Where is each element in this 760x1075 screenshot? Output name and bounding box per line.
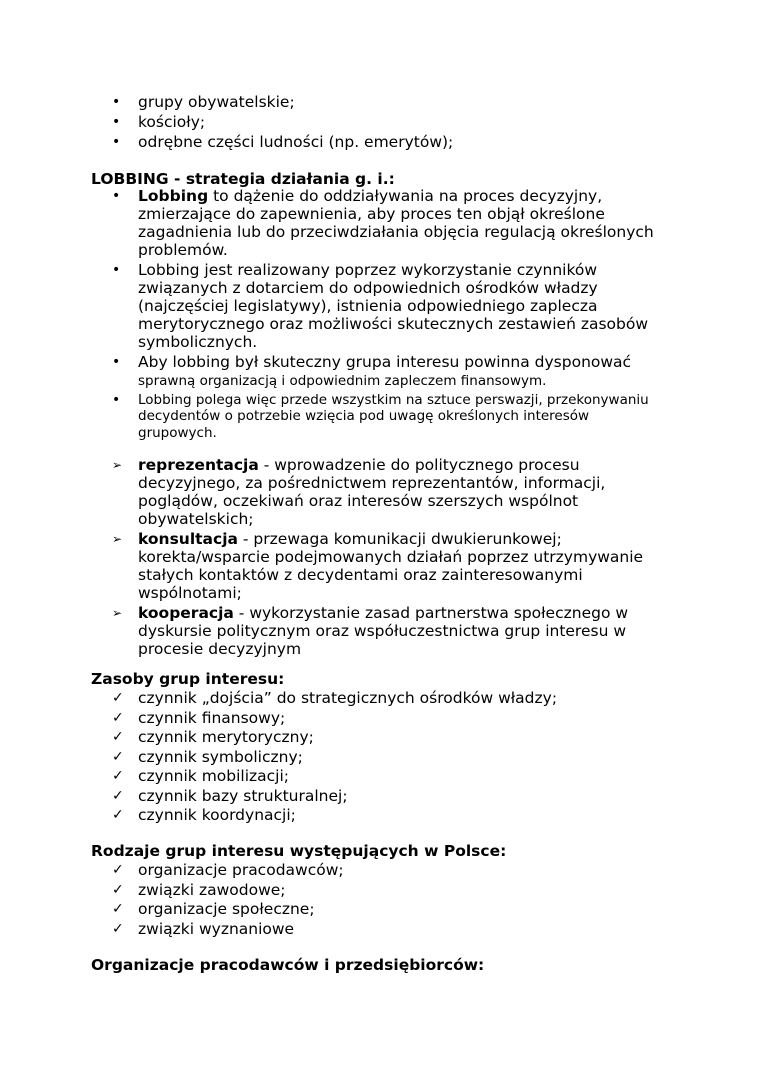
list-item: ➢ reprezentacja - wprowadzenie do politycznego procesu decyzyjnego, za pośrednictwem reprezentantów, informacji, poglądów, oczekiwań oraz interesów szerszych wspólnot obywatelskich; — [112, 456, 606, 528]
checkmark-icon: ✓ — [112, 881, 124, 898]
bullet-icon: • — [112, 262, 121, 278]
list-item: ➢ kooperacja - wykorzystanie zasad partnerstwa społecznego w dyskursie politycznym oraz współuczestnictwa grup interesu w procesie decyzyjnym — [112, 604, 629, 658]
checkmark-icon: ✓ — [112, 748, 124, 765]
list-item: • odrębne części ludności (np. emerytów); — [112, 133, 454, 151]
lobbing-heading: LOBBING - strategia działania g. i.: — [91, 170, 395, 188]
checkmark-icon: ✓ — [112, 768, 124, 784]
checkmark-icon: ✓ — [112, 862, 124, 878]
types-heading: Rodzaje grup interesu występujących w Polsce: — [91, 842, 507, 860]
checkmark-icon: ✓ — [112, 729, 124, 745]
list-item: • grupy obywatelskie; — [112, 93, 295, 111]
list-item: • Lobbing to dążenie do oddziaływania na proces decyzyjny, zmierzające do zapewnienia, aby proces ten objął określone zagadnienia lub do przeciwdziałania objęcia regulacją określonych problemów. — [112, 187, 654, 259]
bullet-icon: • — [112, 94, 121, 110]
list-item: ✓ organizacje pracodawców; — [112, 861, 344, 879]
arrow-bullet-icon: ➢ — [112, 606, 123, 620]
list-item: ✓ czynnik mobilizacji; — [112, 767, 290, 785]
resources-heading: Zasoby grup interesu: — [91, 670, 285, 688]
checkmark-icon: ✓ — [112, 807, 124, 823]
list-item: ✓ czynnik symboliczny; — [112, 747, 303, 766]
top-bullet-list — [0, 93, 760, 151]
list-item: ✓ związki wyznaniowe — [112, 919, 295, 938]
bullet-icon: • — [112, 134, 121, 150]
checkmark-icon: ✓ — [112, 901, 124, 917]
forms-list — [0, 456, 760, 658]
arrow-bullet-icon: ➢ — [112, 532, 123, 546]
bullet-icon: • — [112, 391, 121, 408]
list-item: ✓ czynnik finansowy; — [112, 708, 286, 727]
arrow-bullet-icon: ➢ — [112, 458, 123, 472]
checkmark-icon: ✓ — [112, 690, 124, 706]
list-item: ✓ czynnik koordynacji; — [112, 806, 296, 824]
checkmark-icon: ✓ — [112, 787, 124, 804]
bullet-icon: • — [112, 114, 121, 130]
lobbing-list — [0, 187, 760, 441]
list-item: • Aby lobbing był skuteczny grupa interesu powinna dysponować sprawną organizacją i odpowiednim zapleczem finansowym. — [112, 353, 632, 389]
bullet-icon: • — [112, 354, 121, 370]
bullet-icon: • — [112, 188, 121, 204]
list-item: • kościoły; — [112, 113, 206, 131]
list-item: ✓ czynnik merytoryczny; — [112, 728, 314, 746]
checkmark-icon: ✓ — [112, 709, 124, 726]
list-item: ✓ czynnik „dojścia” do strategicznych ośrodków władzy; — [112, 689, 558, 707]
list-item: ➢ konsultacja - przewaga komunikacji dwukierunkowej; korekta/wsparcie podejmowanych działań poprzez utrzymywanie stałych kontaktów z decydentami oraz zainteresowanymi wspólnotami; — [112, 530, 644, 602]
list-item: ✓ organizacje społeczne; — [112, 900, 315, 918]
list-item: • Lobbing polega więc przede wszystkim na sztuce perswazji, przekonywaniu decydentów o potrzebie wzięcia pod uwagę określonych interesów grupowych. — [112, 391, 649, 441]
list-item: ✓ czynnik bazy strukturalnej; — [112, 786, 348, 805]
resources-list — [0, 689, 760, 824]
types-list — [0, 861, 760, 938]
list-item: • Lobbing jest realizowany poprzez wykorzystanie czynników związanych z dotarciem do odpowiednich ośrodków władzy (najczęściej legislatywy), istnienia odpowiedniego zaplecza merytorycznego oraz możliwości skutecznych zestawień zasobów symbolicznych. — [112, 261, 649, 351]
employers-heading: Organizacje pracodawców i przedsiębiorców: — [91, 956, 485, 974]
checkmark-icon: ✓ — [112, 920, 124, 937]
list-item: ✓ związki zawodowe; — [112, 880, 286, 899]
